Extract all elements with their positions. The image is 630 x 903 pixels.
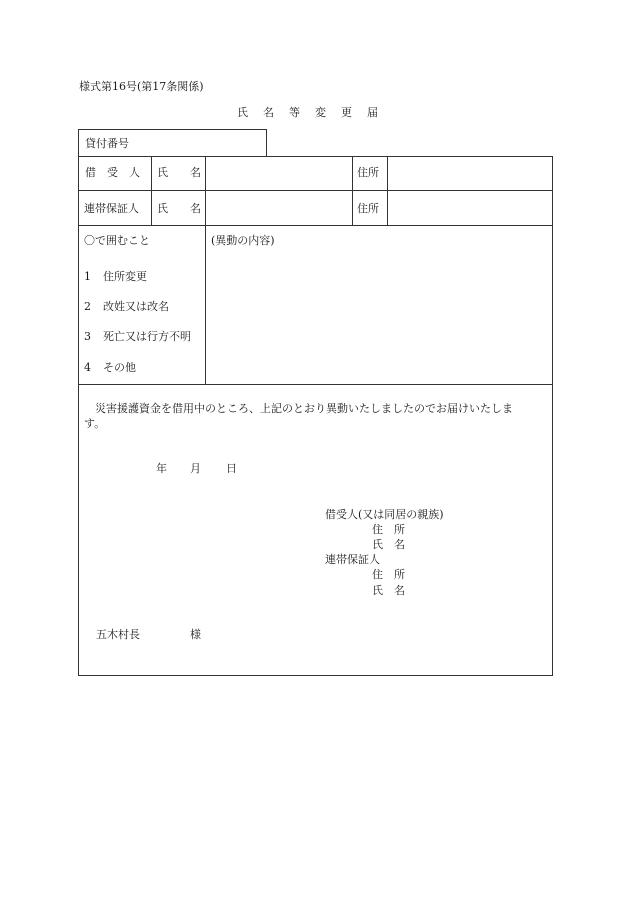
addressee-recipient: 五木村長 xyxy=(96,628,140,641)
divider xyxy=(78,675,553,676)
change-option-2[interactable] xyxy=(84,301,169,312)
option-label: 改姓又は改名 xyxy=(103,300,169,313)
borrower-address-label: 住所 xyxy=(357,166,379,179)
borrower-name-label: 氏 名 xyxy=(157,166,201,179)
change-option-4[interactable] xyxy=(84,362,136,373)
divider xyxy=(266,129,267,156)
change-option-3[interactable] xyxy=(84,331,191,342)
option-number: 1 xyxy=(84,270,91,283)
statement-text: 災害援護資金を借用中のところ、上記のとおり異動いたしましたのでお届けいたしま xyxy=(95,402,513,415)
signature-guarantor-label: 連帯保証人 xyxy=(325,553,380,566)
divider xyxy=(151,156,152,225)
divider xyxy=(78,190,553,191)
guarantor-role-label: 連帯保証人 xyxy=(84,202,139,215)
guarantor-name-field[interactable] xyxy=(207,192,350,223)
signature-guarantor-name: 氏 名 xyxy=(372,584,405,597)
date-year: 年 xyxy=(156,462,167,475)
form-number: 様式第16号(第17条関係) xyxy=(79,80,204,93)
option-label: その他 xyxy=(103,361,136,374)
divider xyxy=(552,156,553,676)
divider xyxy=(352,156,353,225)
page-title xyxy=(237,107,393,118)
divider xyxy=(205,156,206,225)
option-number: 3 xyxy=(84,330,91,343)
title-char: 変 xyxy=(315,106,326,119)
signature-borrower-label: 借受人(又は同居の親族) xyxy=(325,508,444,521)
borrower-role-label: 借 受 人 xyxy=(85,166,140,179)
statement-text-cont: す。 xyxy=(84,417,106,430)
option-label: 死亡又は行方不明 xyxy=(103,330,191,343)
divider xyxy=(78,225,553,226)
divider xyxy=(205,225,206,384)
circle-instruction: 〇で囲むこと xyxy=(84,234,150,247)
change-content-field[interactable] xyxy=(207,250,550,382)
title-char: 氏 xyxy=(237,106,248,119)
guarantor-name-label: 氏 名 xyxy=(157,202,201,215)
title-char: 等 xyxy=(289,106,300,119)
divider xyxy=(78,129,266,130)
divider xyxy=(78,156,553,157)
option-number: 4 xyxy=(84,361,91,374)
date-month: 月 xyxy=(190,462,201,475)
guarantor-address-field[interactable] xyxy=(389,192,550,223)
borrower-address-field[interactable] xyxy=(389,158,550,188)
signature-borrower-address: 住 所 xyxy=(372,523,405,536)
divider xyxy=(387,156,388,225)
title-char: 更 xyxy=(341,106,352,119)
borrower-name-field[interactable] xyxy=(207,158,350,188)
title-char: 届 xyxy=(367,106,378,119)
loan-number-label: 貸付番号 xyxy=(85,137,129,150)
divider xyxy=(78,129,79,676)
signature-borrower-name: 氏 名 xyxy=(372,538,405,551)
title-char: 名 xyxy=(263,106,274,119)
signature-guarantor-address: 住 所 xyxy=(372,568,405,581)
option-label: 住所変更 xyxy=(103,270,147,283)
option-number: 2 xyxy=(84,300,91,313)
change-content-label: (異動の内容) xyxy=(211,234,275,247)
guarantor-address-label: 住所 xyxy=(357,202,379,215)
addressee-honorific: 様 xyxy=(190,628,201,641)
divider xyxy=(78,384,553,385)
date-day: 日 xyxy=(226,462,237,475)
change-option-1[interactable] xyxy=(84,271,147,282)
